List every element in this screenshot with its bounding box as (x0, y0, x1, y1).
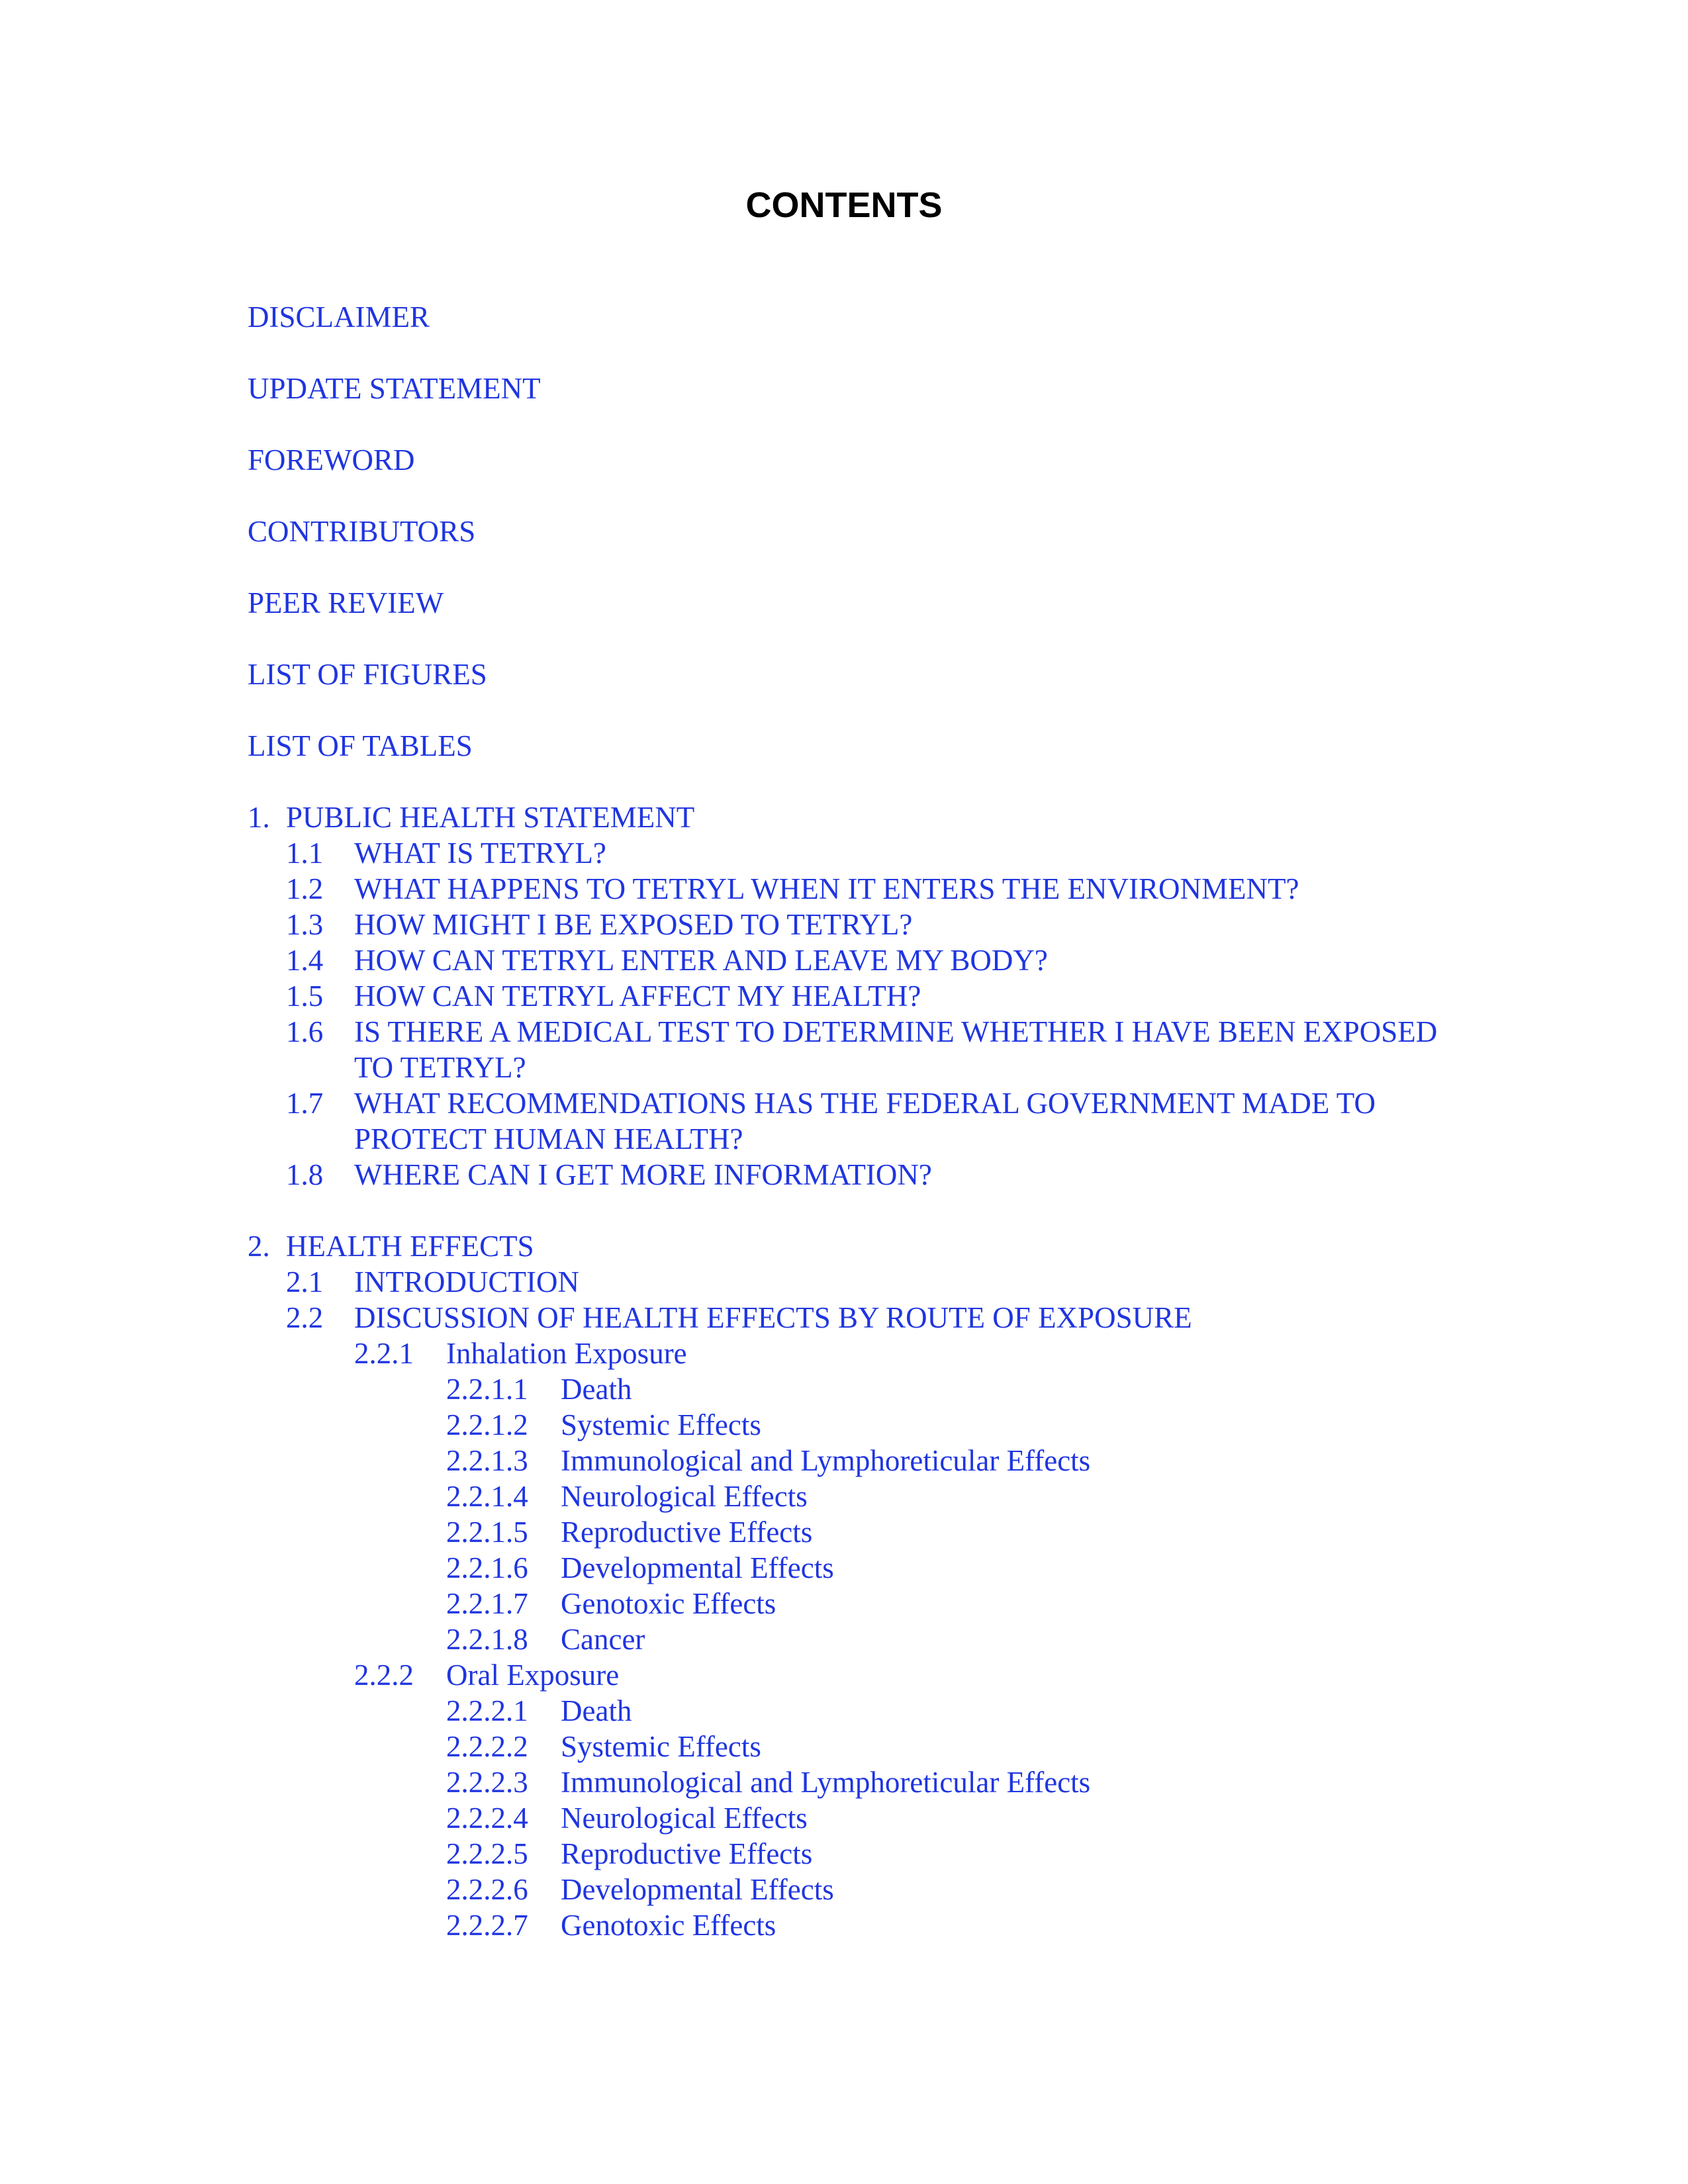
toc-link-list-of-figures[interactable] (248, 657, 1479, 692)
toc-link-section-1-3[interactable] (248, 907, 1479, 942)
toc-link-contributors[interactable] (248, 514, 1479, 549)
toc-entry-number: 1.7 (286, 1087, 324, 1120)
toc-entry-number: 1.4 (286, 944, 324, 977)
toc-entry-number: 1.2 (286, 872, 324, 905)
toc-entry-number: 2.2.2 (354, 1659, 414, 1692)
toc-entry-text: Genotoxic Effects (561, 1909, 776, 1942)
toc-entry-text: DISCLAIMER (248, 300, 430, 334)
toc-entry-number: 2.2.2.3 (446, 1766, 528, 1799)
toc-entry-text: PEER REVIEW (248, 586, 444, 619)
toc-link-section-2-2-2-6[interactable] (248, 1872, 1479, 1907)
toc-entry-number: 2.2.1.4 (446, 1480, 528, 1513)
toc-entry-number: 2.1 (286, 1265, 324, 1298)
toc-entry-text: LIST OF TABLES (248, 729, 473, 762)
toc-entry-text: FOREWORD (248, 443, 415, 477)
toc-link-section-2-2-1-2[interactable] (248, 1407, 1479, 1443)
toc-link-foreword[interactable] (248, 442, 1479, 478)
toc-entry-text: INTRODUCTION (354, 1265, 579, 1298)
toc-link-section-2-2-2-3[interactable] (248, 1764, 1479, 1800)
toc-entry-number: 1.6 (286, 1015, 324, 1048)
toc-entry-number: 2. (248, 1230, 270, 1263)
toc-entry-text: Neurological Effects (561, 1480, 808, 1513)
toc-entry-text: Cancer (561, 1623, 645, 1656)
toc-entry-number: 2.2.2.6 (446, 1873, 528, 1906)
toc-link-section-2-2-2-7[interactable] (248, 1907, 1479, 1943)
toc-entry-text: HEALTH EFFECTS (286, 1230, 534, 1263)
toc-entry-text: Reproductive Effects (561, 1837, 813, 1870)
toc-link-chapter-2[interactable] (248, 1228, 1479, 1264)
toc-link-update-statement[interactable] (248, 371, 1479, 406)
toc-entry-text: Genotoxic Effects (561, 1587, 776, 1620)
toc-entry-number: 2.2.2.5 (446, 1837, 528, 1870)
toc-link-section-2-2-1-7[interactable] (248, 1586, 1479, 1621)
toc-link-section-1-2[interactable] (248, 871, 1479, 907)
toc-entry-text: WHAT HAPPENS TO TETRYL WHEN IT ENTERS THE ENVIRONMENT? (354, 872, 1299, 905)
toc-link-section-2-1[interactable] (248, 1264, 1479, 1300)
toc-link-section-2-2[interactable] (248, 1300, 1479, 1336)
toc-link-section-2-2-2-5[interactable] (248, 1836, 1479, 1872)
toc-entry-number: 2.2.1.8 (446, 1623, 528, 1656)
toc-entry-number: 2.2.1.2 (446, 1408, 528, 1441)
toc-entry-text: Systemic Effects (561, 1730, 761, 1763)
toc-entry-number: 2.2.1 (354, 1337, 414, 1370)
toc-entry-text: Oral Exposure (446, 1659, 620, 1692)
toc-entry-text: Death (561, 1694, 632, 1727)
toc-link-chapter-1[interactable] (248, 799, 1479, 835)
toc-link-section-2-2-1-4[interactable] (248, 1479, 1479, 1514)
toc-entry-number: 2.2.1.3 (446, 1444, 528, 1477)
page-title: CONTENTS (745, 185, 943, 225)
toc-entry-number: 2.2.1.7 (446, 1587, 528, 1620)
toc-link-section-1-7[interactable] (248, 1085, 1479, 1157)
toc-entry-text: Inhalation Exposure (446, 1337, 687, 1370)
toc-link-section-2-2-1-5[interactable] (248, 1514, 1479, 1550)
toc-entry-text: Developmental Effects (561, 1551, 834, 1584)
toc-link-disclaimer[interactable] (248, 299, 1479, 335)
toc-link-section-2-2-2-2[interactable] (248, 1729, 1479, 1764)
toc-link-section-2-2-2[interactable] (248, 1657, 1479, 1693)
toc-link-section-2-2-1-3[interactable] (248, 1443, 1479, 1479)
toc-entry-text: Systemic Effects (561, 1408, 761, 1441)
toc-entry-text: Immunological and Lymphoreticular Effects (561, 1766, 1091, 1799)
toc-entry-number: 1.1 (286, 837, 324, 870)
toc-link-section-1-4[interactable] (248, 942, 1479, 978)
toc-link-section-1-8[interactable] (248, 1157, 1479, 1193)
toc-entry-text: HOW CAN TETRYL ENTER AND LEAVE MY BODY? (354, 944, 1048, 977)
toc-entry-text: IS THERE A MEDICAL TEST TO DETERMINE WHETHER I HAVE BEEN EXPOSED TO TETRYL? (354, 1015, 1438, 1084)
toc-entry-text: HOW CAN TETRYL AFFECT MY HEALTH? (354, 979, 921, 1013)
toc-entry-number: 1.8 (286, 1158, 324, 1191)
toc-link-section-1-5[interactable] (248, 978, 1479, 1014)
toc-link-section-2-2-2-4[interactable] (248, 1800, 1479, 1836)
toc-entry-text: PUBLIC HEALTH STATEMENT (286, 801, 695, 834)
toc-link-section-2-2-1-6[interactable] (248, 1550, 1479, 1586)
toc-entry-number: 2.2.2.4 (446, 1801, 528, 1835)
toc-entry-number: 1. (248, 801, 270, 834)
toc-entry-number: 2.2.2.1 (446, 1694, 528, 1727)
toc-link-section-1-1[interactable] (248, 835, 1479, 871)
toc-link-list-of-tables[interactable] (248, 728, 1479, 764)
toc-entry-number: 1.5 (286, 979, 324, 1013)
toc-link-section-1-6[interactable] (248, 1014, 1479, 1085)
toc-entry-text: CONTRIBUTORS (248, 515, 476, 548)
table-of-contents (248, 299, 1479, 1943)
toc-link-section-2-2-2-1[interactable] (248, 1693, 1479, 1729)
toc-entry-text: Death (561, 1373, 632, 1406)
toc-entry-text: WHERE CAN I GET MORE INFORMATION? (354, 1158, 932, 1191)
toc-entry-text: HOW MIGHT I BE EXPOSED TO TETRYL? (354, 908, 913, 941)
toc-link-section-2-2-1-1[interactable] (248, 1371, 1479, 1407)
toc-entry-text: WHAT RECOMMENDATIONS HAS THE FEDERAL GOVERNMENT MADE TO PROTECT HUMAN HEALTH? (354, 1087, 1376, 1156)
toc-entry-number: 1.3 (286, 908, 324, 941)
toc-entry-text: DISCUSSION OF HEALTH EFFECTS BY ROUTE OF EXPOSURE (354, 1301, 1192, 1334)
toc-entry-text: WHAT IS TETRYL? (354, 837, 606, 870)
toc-link-section-2-2-1-8[interactable] (248, 1621, 1479, 1657)
toc-entry-number: 2.2.1.5 (446, 1516, 528, 1549)
toc-entry-text: Reproductive Effects (561, 1516, 813, 1549)
toc-entry-number: 2.2 (286, 1301, 324, 1334)
toc-entry-number: 2.2.2.2 (446, 1730, 528, 1763)
toc-link-section-2-2-1[interactable] (248, 1336, 1479, 1371)
toc-entry-text: Neurological Effects (561, 1801, 808, 1835)
toc-entry-text: LIST OF FIGURES (248, 658, 487, 691)
toc-entry-text: Developmental Effects (561, 1873, 834, 1906)
toc-entry-text: Immunological and Lymphoreticular Effects (561, 1444, 1091, 1477)
toc-entry-text: UPDATE STATEMENT (248, 372, 541, 405)
toc-entry-number: 2.2.1.6 (446, 1551, 528, 1584)
toc-entry-number: 2.2.2.7 (446, 1909, 528, 1942)
toc-entry-number: 2.2.1.1 (446, 1373, 528, 1406)
toc-link-peer-review[interactable] (248, 585, 1479, 621)
